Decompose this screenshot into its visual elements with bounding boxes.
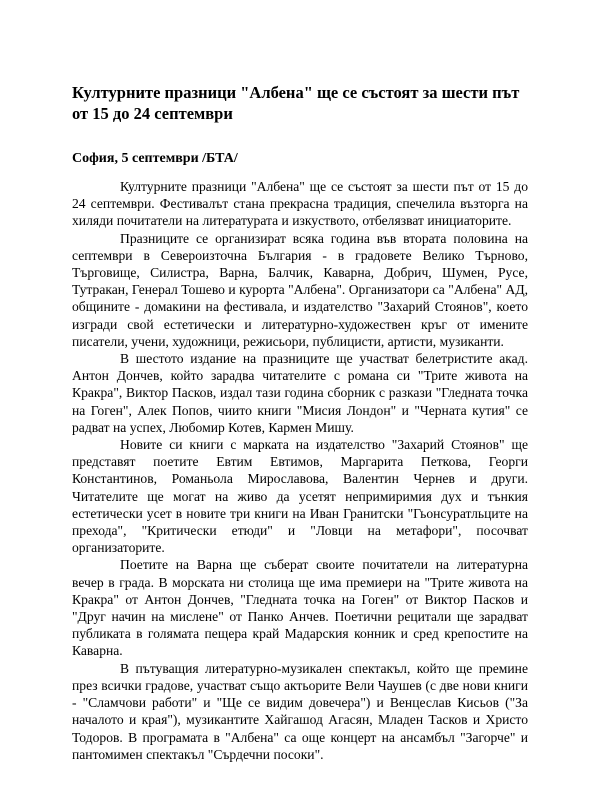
article-body [72,178,528,763]
article-title: Културните празници "Албена" ще се състоят за шести път от 15 до 24 септември [72,83,520,123]
article-paragraph: Празниците се организират всяка година във втората половина на септември в Североизточна България - в градовете Велико Търново, Търговище, Силистра, Варна, Балчик, Каварна, Добрич, Шумен, Русе, Тутракан, Генерал Тошево и курорта "Албена". Организатори са "Албена" АД, общините - домакини на фестивала, и издателство "Захарий Стоянов", което изгради свой естетически и литературно-художествен кръг от имените писатели, учени, художници, режисьори, публицисти, артисти, музиканти. [72,230,528,349]
article-paragraph: Новите си книги с марката на издателство "Захарий Стоянов" ще представят поетите Евтим Евтимов, Маргарита Петкова, Георги Константинов, Романьола Мирославова, Валентин Чернев и други. Читателите ще могат на живо да усетят непримиримия дух и тънкия естетически усет в новите три книги на Иван Гранитски "Гьонсуратльците на прехода", "Критически етюди" и "Ловци на метафори", посочват организаторите. [72,437,528,556]
article-dateline: София, 5 септември /БТА/ [72,151,238,166]
article-paragraph: В пътуващия литературно-музикален спектакъл, който ще премине през всички градове, участват също актьорите Вели Чаушев (с две нови книги - "Сламчови работи" и "Ще се видим довечера") и Венцеслав Кисьов ("За началото и края"), музикантите Хайгашод Агасян, Младен Тасков и Христо Тодоров. В програмата в "Албена" са още концерт на ансамбъл "Загорче" и пантомимен спектакъл "Сърдечни посоки". [72,660,528,762]
article-paragraph: Културните празници "Албена" ще се състоят за шести път от 15 до 24 септември. Фестивалът стана прекрасна традиция, спечелила възторга на хиляди почитатели на литературата и изкуството, отбелязват инициаторите. [72,179,528,229]
article-paragraph: Поетите на Варна ще съберат своите почитатели на литературна вечер в града. В морската ни столица ще има премиери на "Трите живота на Кракра" от Антон Дончев, "Гледната точка на Гоген" от Виктор Пасков и "Друг начин на мислене" от Панко Анчев. Поетични рецитали ще зарадват публиката в голямата пещера край Мадарския конник и сред крепостите на Каварна. [72,557,528,659]
article-paragraph: В шестото издание на празниците ще участват белетристите акад. Антон Дончев, който зарадва читателите с романа си "Трите живота на Кракра", Виктор Пасков, издал тази година сборник с разкази "Гледната точка на Гоген", Алек Попов, чиито книги "Мисия Лондон" и "Черната кутия" се радват на успех, Любомир Котев, Кармен Мишу. [72,351,528,435]
